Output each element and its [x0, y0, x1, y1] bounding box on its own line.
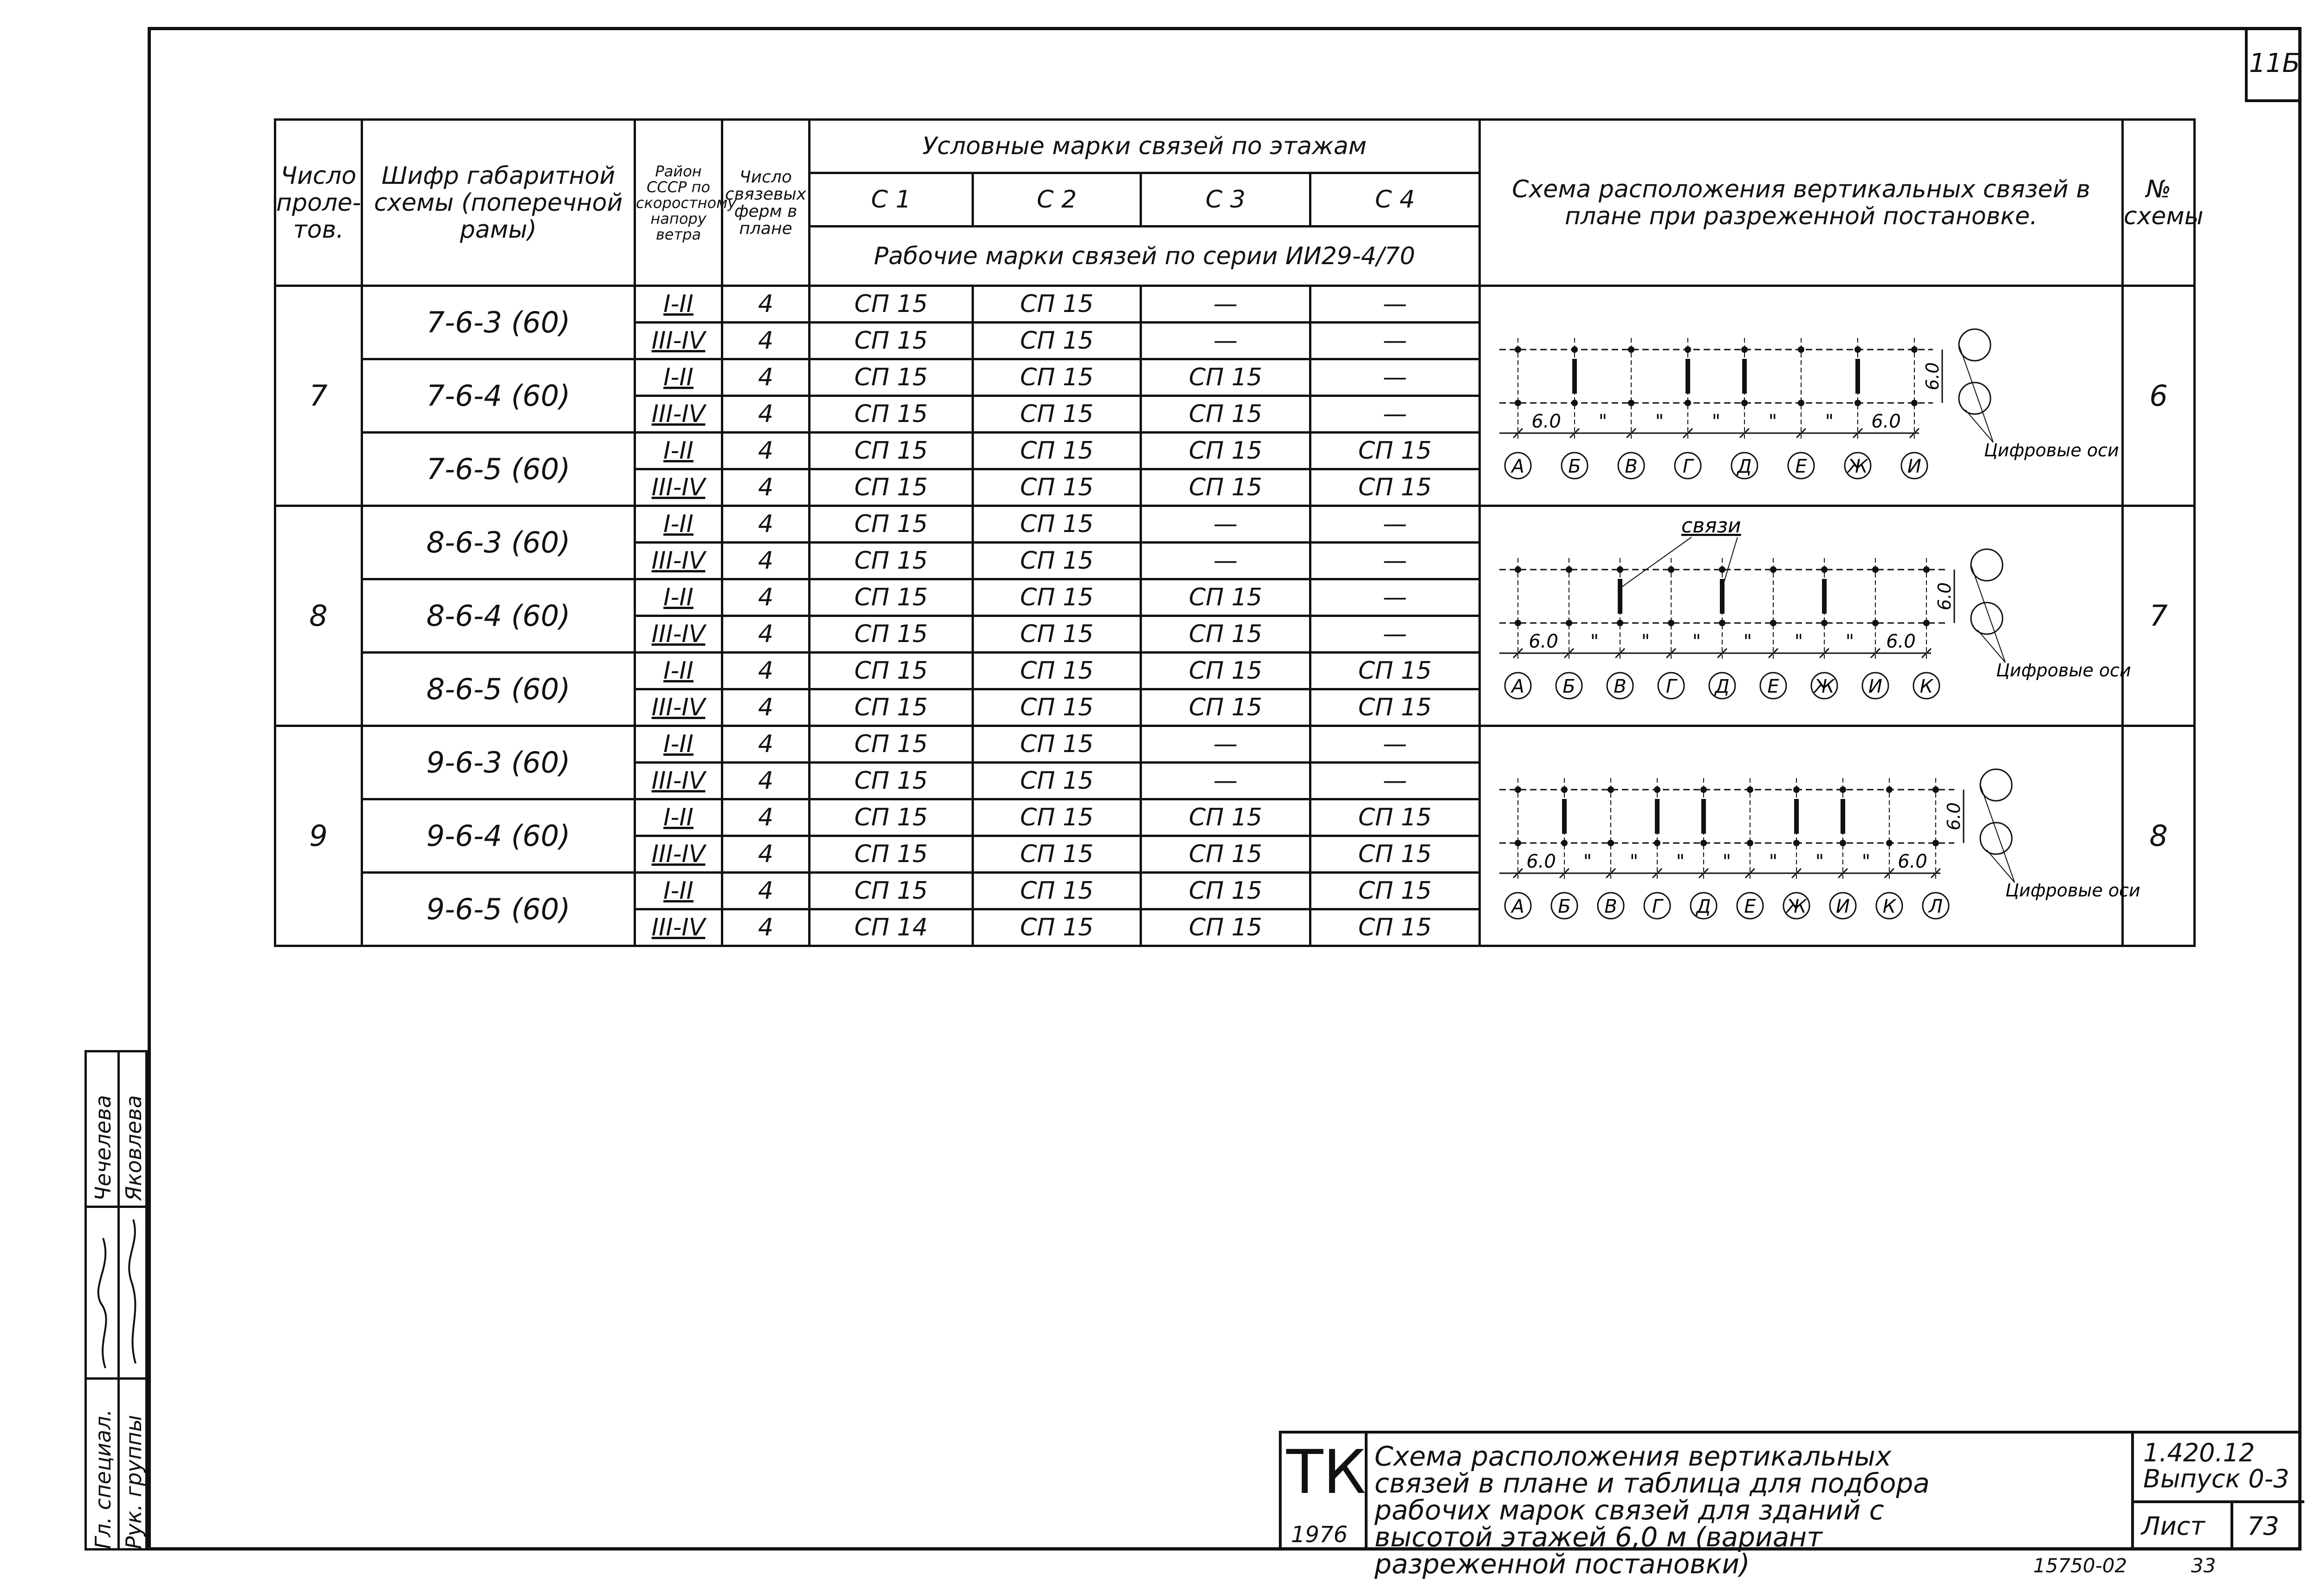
mark-c3: — — [1141, 506, 1310, 543]
truss-count: 4 — [722, 506, 810, 543]
mark-c1: СП 14 — [810, 909, 973, 946]
mark-c3: СП 15 — [1141, 799, 1310, 836]
axis-label: Е — [1744, 895, 1756, 917]
axis-label: И — [1868, 675, 1883, 697]
mark-c1: СП 15 — [810, 689, 973, 726]
sidebar-name-2: Яковлева — [121, 1095, 146, 1201]
signature-sidebar — [84, 1050, 148, 1551]
truss-count: 4 — [722, 323, 810, 359]
wind-region: I-II — [635, 873, 722, 909]
mark-c4: — — [1310, 323, 1480, 359]
header-scheme-no: № схемы — [2123, 120, 2195, 286]
truss-count: 4 — [722, 689, 810, 726]
scheme-number: 6 — [2123, 286, 2195, 506]
axis-label: Г — [1666, 675, 1677, 697]
mark-c3: СП 15 — [1141, 836, 1310, 873]
axis-label: Д — [1696, 895, 1711, 917]
footer-inventory: 15750-02 — [2033, 1554, 2127, 1577]
truss-count: 4 — [722, 543, 810, 579]
mark-c1: СП 15 — [810, 469, 973, 506]
axis-label: А — [1511, 675, 1524, 697]
axis-label: Е — [1795, 455, 1807, 477]
dim-label: " — [1583, 850, 1592, 872]
digit-axes-note: Цифровые оси — [1984, 440, 2119, 461]
mark-c2: СП 15 — [973, 909, 1141, 946]
wind-region: III-IV — [635, 836, 722, 873]
dim-label: " — [1861, 850, 1871, 872]
dim-vertical: 6.0 — [1944, 802, 1964, 830]
braces-label: связи — [1681, 513, 1741, 538]
dim-label: " — [1598, 410, 1608, 432]
mark-c3: СП 15 — [1141, 579, 1310, 616]
mark-c4: СП 15 — [1310, 836, 1480, 873]
mark-c3: — — [1141, 726, 1310, 763]
header-scheme-desc: Схема расположения вертикальных связей в плане при разреженной постановке. — [1480, 120, 2123, 286]
mark-c2: СП 15 — [973, 469, 1141, 506]
mark-c1: СП 15 — [810, 836, 973, 873]
frame-code: 8-6-5 (60) — [362, 653, 635, 726]
mark-c4: — — [1310, 396, 1480, 433]
axis-label: К — [1882, 895, 1896, 917]
wind-region: III-IV — [635, 689, 722, 726]
mark-c4: СП 15 — [1310, 653, 1480, 689]
frame-code: 9-6-3 (60) — [362, 726, 635, 799]
mark-c3: СП 15 — [1141, 653, 1310, 689]
dim-label: 6.0 — [1871, 410, 1901, 432]
span-count: 9 — [275, 726, 362, 946]
wind-region: III-IV — [635, 543, 722, 579]
axis-label: Г — [1682, 455, 1693, 477]
wind-region: I-II — [635, 359, 722, 396]
axis-label: Ж — [1848, 455, 1868, 477]
mark-c3: СП 15 — [1141, 909, 1310, 946]
sheet-label: Лист — [2131, 1503, 2233, 1551]
mark-c3: — — [1141, 543, 1310, 579]
truss-count: 4 — [722, 616, 810, 653]
truss-count: 4 — [722, 286, 810, 323]
signature-marks — [87, 1210, 147, 1373]
header-floor-c3: С 3 — [1141, 173, 1310, 227]
dim-label: " — [1692, 630, 1701, 652]
wind-region: III-IV — [635, 616, 722, 653]
axis-label: Б — [1568, 455, 1581, 477]
mark-c2: СП 15 — [973, 359, 1141, 396]
header-floor-c1: С 1 — [810, 173, 973, 227]
truss-count: 4 — [722, 726, 810, 763]
axis-label: К — [1919, 675, 1933, 697]
mark-c1: СП 15 — [810, 726, 973, 763]
mark-c4: — — [1310, 543, 1480, 579]
axis-label: И — [1836, 895, 1850, 917]
wind-region: III-IV — [635, 909, 722, 946]
mark-c2: СП 15 — [973, 396, 1141, 433]
truss-count: 4 — [722, 763, 810, 799]
axis-label: Ж — [1814, 675, 1835, 697]
dim-label: " — [1655, 410, 1664, 432]
sheet-number: 73 — [2247, 1512, 2279, 1541]
mark-c3: — — [1141, 763, 1310, 799]
mark-c2: СП 15 — [973, 433, 1141, 469]
mark-c1: СП 15 — [810, 616, 973, 653]
dim-label: " — [1641, 630, 1650, 652]
mark-c1: СП 15 — [810, 286, 973, 323]
dim-label: " — [1794, 630, 1803, 652]
mark-c3: СП 15 — [1141, 359, 1310, 396]
truss-count: 4 — [722, 396, 810, 433]
dim-label: " — [1845, 630, 1854, 652]
header-conditional-marks: Условные марки связей по этажам — [810, 120, 1480, 173]
mark-c4: — — [1310, 616, 1480, 653]
mark-c4: СП 15 — [1310, 909, 1480, 946]
axis-label: В — [1625, 455, 1638, 477]
mark-c2: СП 15 — [973, 506, 1141, 543]
mark-c2: СП 15 — [973, 543, 1141, 579]
wind-region: III-IV — [635, 469, 722, 506]
drawing-issue: Выпуск 0-3 — [2143, 1464, 2289, 1493]
digit-axes-note: Цифровые оси — [1996, 660, 2131, 681]
axis-label: Г — [1652, 895, 1663, 917]
frame-code: 7-6-5 (60) — [362, 433, 635, 506]
mark-c3: СП 15 — [1141, 396, 1310, 433]
marks-table — [274, 118, 2204, 947]
footer-number: 33 — [2191, 1554, 2216, 1577]
sidebar-name-1: Чечелева — [91, 1095, 116, 1201]
axis-label: Б — [1562, 675, 1575, 697]
dim-label: " — [1815, 850, 1824, 872]
mark-c4: — — [1310, 286, 1480, 323]
frame-code: 7-6-3 (60) — [362, 286, 635, 359]
wind-region: I-II — [635, 653, 722, 689]
dim-vertical: 6.0 — [1934, 582, 1955, 610]
axis-label: Е — [1767, 675, 1779, 697]
drawing-code-box — [2131, 1434, 2304, 1503]
wind-region: III-IV — [635, 763, 722, 799]
mark-c3: — — [1141, 323, 1310, 359]
mark-c1: СП 15 — [810, 433, 973, 469]
frame-code: 8-6-4 (60) — [362, 579, 635, 653]
dim-label: " — [1825, 410, 1834, 432]
mark-c2: СП 15 — [973, 836, 1141, 873]
truss-count: 4 — [722, 836, 810, 873]
span-count: 8 — [275, 506, 362, 726]
dim-label: " — [1722, 850, 1731, 872]
mark-c3: СП 15 — [1141, 873, 1310, 909]
frame-code: 9-6-5 (60) — [362, 873, 635, 946]
truss-count: 4 — [722, 653, 810, 689]
mark-c1: СП 15 — [810, 873, 973, 909]
dim-label: 6.0 — [1531, 410, 1561, 432]
mark-c2: СП 15 — [973, 689, 1141, 726]
digit-axes-note: Цифровые оси — [2005, 880, 2140, 901]
axis-label: А — [1511, 455, 1524, 477]
axis-label: Л — [1929, 895, 1943, 917]
mark-c2: СП 15 — [973, 726, 1141, 763]
axis-label: Ж — [1786, 895, 1807, 917]
dim-label: 6.0 — [1529, 630, 1558, 652]
mark-c3: СП 15 — [1141, 689, 1310, 726]
tk-box — [1282, 1434, 1368, 1551]
frame-code: 9-6-4 (60) — [362, 799, 635, 873]
dim-label: " — [1590, 630, 1599, 652]
mark-c2: СП 15 — [973, 579, 1141, 616]
mark-c4: — — [1310, 579, 1480, 616]
mark-c1: СП 15 — [810, 799, 973, 836]
mark-c3: СП 15 — [1141, 433, 1310, 469]
frame-code: 8-6-3 (60) — [362, 506, 635, 579]
mark-c4: СП 15 — [1310, 689, 1480, 726]
wind-region: I-II — [635, 433, 722, 469]
wind-region: I-II — [635, 286, 722, 323]
mark-c4: — — [1310, 763, 1480, 799]
mark-c3: СП 15 — [1141, 616, 1310, 653]
mark-c2: СП 15 — [973, 616, 1141, 653]
axis-label: И — [1907, 455, 1922, 477]
drawing-code: 1.420.12 — [2143, 1438, 2255, 1467]
wind-region: I-II — [635, 799, 722, 836]
wind-region: III-IV — [635, 396, 722, 433]
header-floor-c2: С 2 — [973, 173, 1141, 227]
header-spans: Число проле-тов. — [275, 120, 362, 286]
frame-code: 7-6-4 (60) — [362, 359, 635, 433]
wind-region: I-II — [635, 579, 722, 616]
dim-vertical: 6.0 — [1922, 362, 1943, 390]
header-truss-count: Число связевых ферм в плане — [722, 120, 810, 286]
mark-c1: СП 15 — [810, 763, 973, 799]
axis-label: А — [1511, 895, 1524, 917]
header-frame-code: Шифр габаритной схемы (поперечной рамы) — [362, 120, 635, 286]
mark-c2: СП 15 — [973, 763, 1141, 799]
header-floor-c4: С 4 — [1310, 173, 1480, 227]
mark-c2: СП 15 — [973, 873, 1141, 909]
mark-c1: СП 15 — [810, 653, 973, 689]
mark-c4: СП 15 — [1310, 799, 1480, 836]
axis-label: Б — [1558, 895, 1571, 917]
mark-c4: — — [1310, 506, 1480, 543]
mark-c4: — — [1310, 726, 1480, 763]
mark-c4: СП 15 — [1310, 469, 1480, 506]
scheme-diagram — [1480, 506, 2131, 726]
sheet-corner-number: 11Б — [2245, 27, 2302, 102]
mark-c3: СП 15 — [1141, 469, 1310, 506]
mark-c4: СП 15 — [1310, 433, 1480, 469]
truss-count: 4 — [722, 359, 810, 396]
header-working-marks: Рабочие марки связей по серии ИИ29-4/70 — [810, 227, 1480, 286]
mark-c4: СП 15 — [1310, 873, 1480, 909]
wind-region: I-II — [635, 726, 722, 763]
dim-label: " — [1768, 410, 1777, 432]
dim-label: " — [1712, 410, 1721, 432]
scheme-diagram — [1480, 286, 2123, 506]
scheme-number: 8 — [2123, 726, 2195, 946]
axis-label: В — [1604, 895, 1617, 917]
truss-count: 4 — [722, 469, 810, 506]
truss-count: 4 — [722, 579, 810, 616]
mark-c1: СП 15 — [810, 543, 973, 579]
mark-c2: СП 15 — [973, 323, 1141, 359]
dim-label: 6.0 — [1886, 630, 1916, 652]
header-region: Район СССР по скоростному напору ветра — [635, 120, 722, 286]
scheme-number: 7 — [2123, 506, 2195, 726]
dim-label: 6.0 — [1898, 850, 1927, 872]
mark-c4: — — [1310, 359, 1480, 396]
drawing-title: Схема расположения вертикальных связей в плане и таблица для подбора рабочих марок связей для зданий с высотой этажей 6,0 м (вариант разреженной постановки) — [1374, 1440, 1930, 1580]
sidebar-role-2: Рук. группы — [121, 1414, 146, 1549]
mark-c1: СП 15 — [810, 323, 973, 359]
sidebar-role-1: Гл. специал. — [91, 1409, 116, 1549]
mark-c1: СП 15 — [810, 359, 973, 396]
truss-count: 4 — [722, 873, 810, 909]
dim-label: 6.0 — [1526, 850, 1556, 872]
axis-label: Д — [1737, 455, 1752, 477]
axis-label: В — [1614, 675, 1627, 697]
scheme-diagram — [1480, 726, 2140, 946]
mark-c2: СП 15 — [973, 653, 1141, 689]
mark-c2: СП 15 — [973, 286, 1141, 323]
tk-year: 1976 — [1291, 1522, 1348, 1548]
dim-label: " — [1743, 630, 1752, 652]
dim-label: " — [1676, 850, 1685, 872]
dim-label: " — [1769, 850, 1778, 872]
wind-region: III-IV — [635, 323, 722, 359]
tk-label: ТК — [1286, 1437, 1366, 1507]
mark-c2: СП 15 — [973, 799, 1141, 836]
truss-count: 4 — [722, 909, 810, 946]
mark-c3: — — [1141, 286, 1310, 323]
truss-count: 4 — [722, 799, 810, 836]
mark-c1: СП 15 — [810, 579, 973, 616]
wind-region: I-II — [635, 506, 722, 543]
axis-label: Д — [1715, 675, 1730, 697]
truss-count: 4 — [722, 433, 810, 469]
mark-c1: СП 15 — [810, 396, 973, 433]
dim-label: " — [1629, 850, 1639, 872]
mark-c1: СП 15 — [810, 506, 973, 543]
span-count: 7 — [275, 286, 362, 506]
